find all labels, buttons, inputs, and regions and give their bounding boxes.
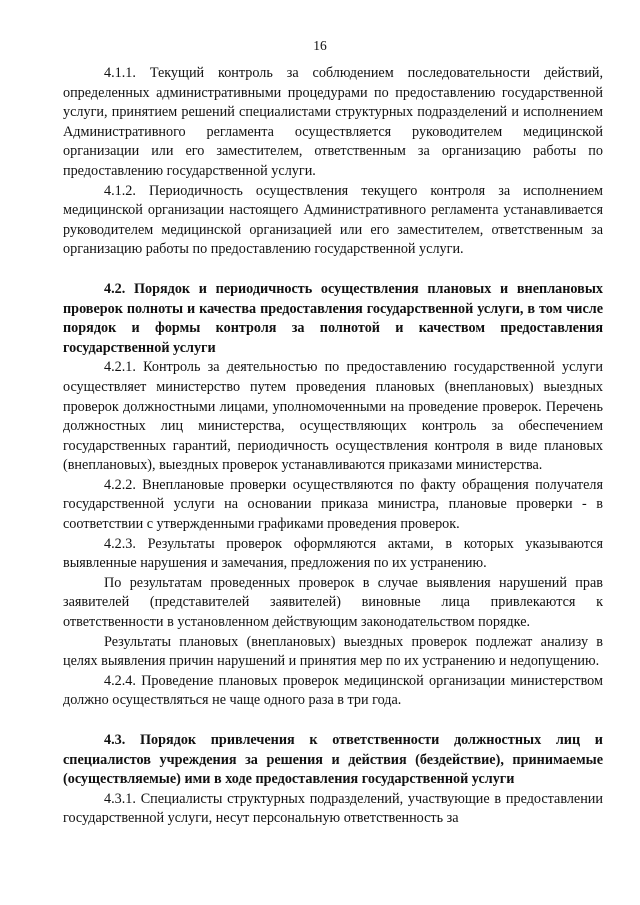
paragraph-4-1-2: 4.1.2. Периодичность осуществления текущего контроля за исполнением медицинской организации настоящего Административного регламента устанавливается руководителем медицинской организацией или его заместителем, ответственным за организацию работы по предоставлению государственной услуги. [63, 182, 603, 258]
paragraph-4-2-2: 4.2.2. Внеплановые проверки осуществляются по факту обращения получателя государственной услуги на основании приказа министра, плановые проверки - в соответствии с утвержденными графиками проведения проверок. [63, 476, 603, 533]
paragraph-violations: По результатам проведенных проверок в случае выявления нарушений прав заявителей (представителей заявителей) виновные лица привлекаются к ответственности в установленном действующим законодательством порядке. [63, 574, 603, 631]
paragraph-4-2-4: 4.2.4. Проведение плановых проверок медицинской организации министерством должно осуществляться не чаще одного раза в три года. [63, 672, 603, 709]
paragraph-4-3-1: 4.3.1. Специалисты структурных подразделений, участвующие в предоставлении государственной услуги, несут персональную ответственность за [63, 790, 603, 827]
document-body [63, 64, 603, 829]
page-number: 16 [313, 38, 327, 53]
paragraph-4-2-1: 4.2.1. Контроль за деятельностью по предоставлению государственной услуги осуществляет министерство путем проведения плановых (внеплановых) выездных проверок должностными лицами, уполномоченными на проведение проверок. Перечень должностных лиц министерства, осуществляющих контроль за обеспечением государственных гарантий, периодичность осуществления контроля в виде плановых (внеплановых), выездных проверок устанавливаются приказами министерства. [63, 359, 603, 474]
paragraph-4-2-3: 4.2.3. Результаты проверок оформляются актами, в которых указываются выявленные нарушения и замечания, предложения по их устранению. [63, 535, 603, 572]
section-heading-4-2: 4.2. Порядок и периодичность осуществления плановых и внеплановых проверок полноты и качества предоставления государственной услуги, в том числе порядок и формы контроля за полнотой и качеством предоставления государственной услуги [63, 280, 603, 356]
paragraph-analysis: Результаты плановых (внеплановых) выездных проверок подлежат анализу в целях выявления причин нарушений и принятия мер по их устранению и недопущению. [63, 633, 603, 670]
paragraph-4-1-1: 4.1.1. Текущий контроль за соблюдением последовательности действий, определенных административными процедурами по предоставлению государственной услуги, принятием решений специалистами структурных подразделений и исполнением Административного регламента осуществляется руководителем медицинской организации или его заместителем, ответственным за организацию работы по предоставлению государственной услуги. [63, 65, 603, 179]
section-heading-4-3: 4.3. Порядок привлечения к ответственности должностных лиц и специалистов учреждения за решения и действия (бездействие), принимаемые (осуществляемые) ими в ходе предоставления государственной услуги [63, 732, 603, 788]
